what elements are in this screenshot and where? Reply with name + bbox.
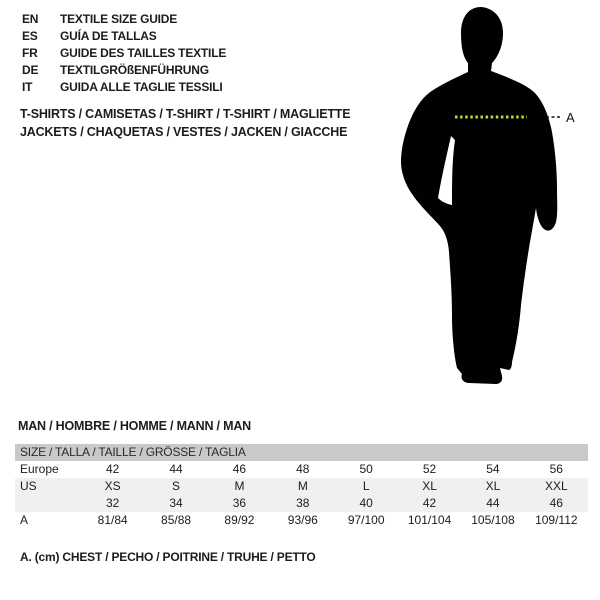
language-title-block bbox=[22, 11, 226, 96]
table-row-numeric bbox=[15, 495, 588, 512]
size-cell: 36 bbox=[232, 496, 247, 510]
size-cell: M bbox=[234, 479, 245, 493]
row-label: US bbox=[20, 479, 37, 493]
size-cell: 56 bbox=[549, 462, 563, 476]
category-block bbox=[20, 105, 350, 141]
table-row-us bbox=[15, 478, 588, 495]
size-table-header: SIZE / TALLA / TAILLE / GRÖSSE / TAGLIA bbox=[15, 444, 588, 461]
row-label bbox=[15, 495, 81, 512]
row-label: A bbox=[20, 513, 29, 527]
lang-code: FR bbox=[22, 46, 38, 60]
size-cell: 85/88 bbox=[161, 513, 192, 527]
chest-footnote: A. (cm) CHEST / PECHO / POITRINE / TRUHE / PETTO bbox=[20, 550, 316, 564]
size-cell: XS bbox=[104, 479, 121, 493]
category-line-jackets: JACKETS / CHAQUETAS / VESTES / JACKEN / GIACCHE bbox=[20, 125, 348, 139]
size-cell: L bbox=[362, 479, 370, 493]
size-cell: 93/96 bbox=[287, 513, 318, 527]
size-cell: 101/104 bbox=[407, 513, 452, 527]
lang-code: IT bbox=[22, 80, 33, 94]
lang-row-de bbox=[22, 62, 226, 79]
lang-label: GUIDA ALLE TAGLIE TESSILI bbox=[60, 80, 223, 94]
lang-code: EN bbox=[22, 12, 39, 26]
size-cell: 40 bbox=[359, 496, 373, 510]
lang-label: TEXTILGRÖßENFÜHRUNG bbox=[60, 63, 209, 77]
size-cell: 38 bbox=[296, 496, 310, 510]
lang-label: GUIDE DES TAILLES TEXTILE bbox=[60, 46, 227, 60]
lang-row-es bbox=[22, 28, 226, 45]
size-cell: 54 bbox=[486, 462, 500, 476]
lang-code: DE bbox=[22, 63, 39, 77]
man-silhouette-svg bbox=[390, 0, 590, 400]
size-cell: 42 bbox=[106, 462, 120, 476]
size-cell: 44 bbox=[486, 496, 500, 510]
lang-code: ES bbox=[22, 29, 38, 43]
size-cell: M bbox=[297, 479, 308, 493]
size-cell: 48 bbox=[296, 462, 310, 476]
size-cell: 42 bbox=[422, 496, 437, 510]
size-cell: 89/92 bbox=[224, 513, 255, 527]
lang-row-en bbox=[22, 11, 226, 28]
section-title: MAN / HOMBRE / HOMME / MANN / MAN bbox=[18, 419, 251, 433]
lang-row-it bbox=[22, 79, 226, 96]
table-row-chest-a bbox=[15, 512, 588, 529]
size-cell: 97/100 bbox=[347, 513, 385, 527]
size-cell: XXL bbox=[544, 479, 568, 493]
size-cell: XL bbox=[422, 479, 437, 493]
lang-row-fr bbox=[22, 45, 226, 62]
marker-a-label: A bbox=[566, 110, 575, 125]
size-cell: S bbox=[172, 479, 181, 493]
size-cell: 50 bbox=[359, 462, 373, 476]
size-cell: 32 bbox=[106, 496, 120, 510]
man-silhouette-figure bbox=[390, 0, 590, 400]
size-cell: 81/84 bbox=[97, 513, 128, 527]
size-cell: 34 bbox=[169, 496, 183, 510]
size-table bbox=[15, 444, 588, 529]
size-cell: 105/108 bbox=[471, 513, 515, 527]
size-cell: 44 bbox=[169, 462, 183, 476]
row-label: Europe bbox=[20, 462, 59, 476]
lang-label: TEXTILE SIZE GUIDE bbox=[60, 12, 178, 26]
size-cell: 46 bbox=[549, 496, 563, 510]
lang-label: GUÍA DE TALLAS bbox=[60, 29, 157, 43]
size-cell: 52 bbox=[422, 462, 437, 476]
table-row-europe bbox=[15, 461, 588, 478]
size-cell: 46 bbox=[232, 462, 247, 476]
size-cell: 109/112 bbox=[535, 513, 578, 527]
size-cell: XL bbox=[485, 479, 501, 493]
man-silhouette bbox=[401, 7, 557, 384]
category-line-tshirts: T-SHIRTS / CAMISETAS / T-SHIRT / T-SHIRT / MAGLIETTE bbox=[20, 107, 351, 121]
